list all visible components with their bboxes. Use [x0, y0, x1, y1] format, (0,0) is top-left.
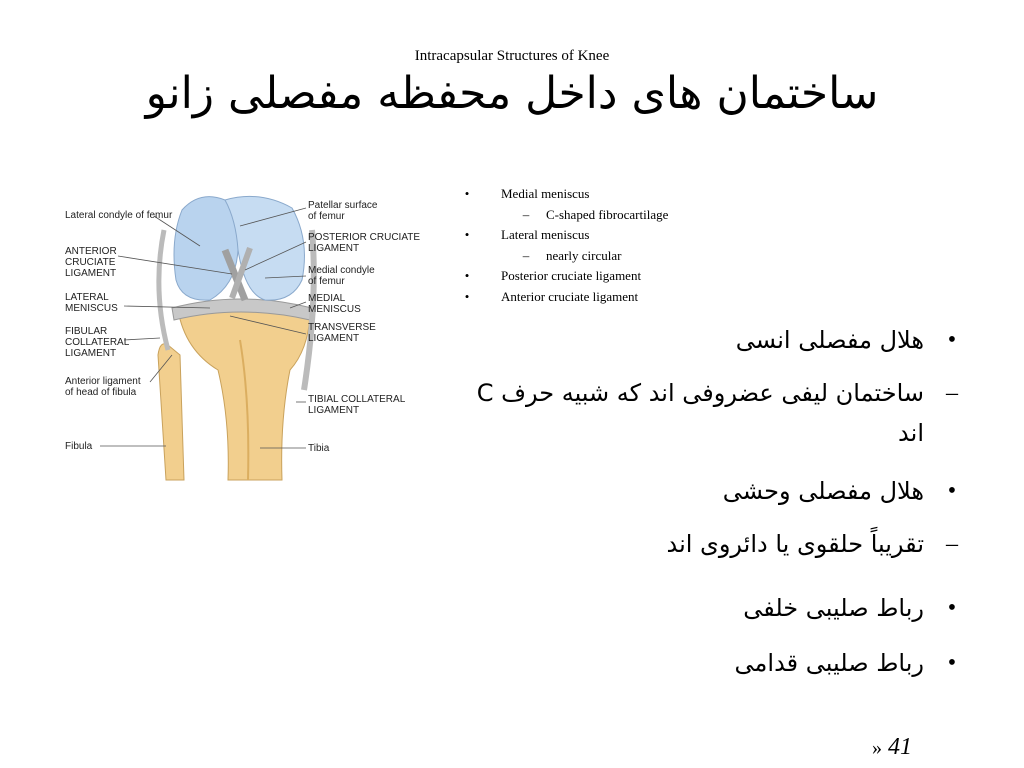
nav-arrow-icon[interactable]: »: [872, 737, 882, 759]
page-number-value: 41: [888, 734, 912, 760]
bullet-marker: •: [464, 268, 470, 283]
label-lateral-condyle: Lateral condyle of femur: [65, 210, 173, 221]
label-medial-meniscus: MEDIAL MENISCUS: [308, 293, 361, 315]
list-item: [444, 469, 964, 524]
list-item-text: Anterior cruciate ligament: [501, 288, 639, 304]
bullet-marker: •: [464, 288, 470, 304]
list-item: [444, 641, 964, 696]
dash-marker: –: [522, 247, 530, 263]
slide-subtitle: Intracapsular Structures of Knee: [414, 48, 610, 64]
persian-bullet-list: [444, 318, 964, 696]
label-anterior-ligament-fibula: Anterior ligament of head of fibula: [65, 376, 141, 398]
list-item: [444, 586, 964, 641]
list-item: [444, 524, 964, 564]
list-item-text: رباط صلیبی خلفی: [743, 594, 924, 622]
label-fibular-collateral: FIBULAR COLLATERAL LIGAMENT: [65, 326, 130, 359]
lateral-condyle: [174, 197, 238, 300]
list-item-text: Posterior cruciate ligament: [501, 268, 642, 283]
label-lateral-meniscus: LATERAL MENISCUS: [65, 292, 118, 314]
knee-illustration: [60, 190, 440, 490]
fibular-collateral-ligament: [159, 230, 168, 350]
label-tibia: Tibia: [308, 443, 330, 454]
list-item-text: تقریباً حلقوی یا دائروی اند: [666, 530, 924, 558]
dash-marker: –: [946, 531, 958, 557]
label-pcl: POSTERIOR CRUCIATE LIGAMENT: [308, 232, 421, 254]
slide-title: ساختمان های داخل محفظه مفصلی زانو: [145, 68, 879, 119]
list-item-text: nearly circular: [546, 247, 622, 263]
list-item-text: Medial meniscus: [501, 186, 590, 201]
list-item: [444, 318, 964, 373]
fibula-bone: [158, 344, 184, 480]
bullet-marker: •: [464, 186, 470, 201]
bullet-marker: •: [947, 327, 957, 353]
list-item-text: رباط صلیبی قدامی: [734, 649, 924, 677]
bullet-marker: •: [947, 478, 957, 504]
bullet-marker: •: [947, 595, 957, 621]
label-medial-condyle: Medial condyle of femur: [308, 265, 375, 287]
list-item: [444, 373, 964, 453]
label-tibial-collateral: TIBIAL COLLATERAL LIGAMENT: [308, 394, 406, 416]
label-acl: ANTERIOR CRUCIATE LIGAMENT: [65, 246, 117, 279]
label-fibula: Fibula: [65, 441, 93, 452]
list-item-text: هلال مفصلی انسی: [735, 326, 924, 354]
dash-marker: –: [522, 206, 530, 222]
dash-marker: –: [946, 380, 958, 406]
bullet-marker: •: [947, 650, 957, 676]
bullet-marker: •: [464, 227, 470, 242]
list-item-text: Lateral meniscus: [501, 227, 590, 242]
label-transverse-ligament: TRANSVERSE LIGAMENT: [308, 322, 376, 344]
page-number: [872, 734, 912, 761]
list-item-text: C-shaped fibrocartilage: [546, 206, 669, 222]
label-patellar-surface: Patellar surface of femur: [308, 200, 378, 222]
list-item-text: ساختمان لیفی عضروفی اند که شبیه حرف C اند: [476, 379, 924, 447]
tibia-bone: [178, 301, 310, 480]
list-item-text: هلال مفصلی وحشی: [722, 477, 924, 505]
